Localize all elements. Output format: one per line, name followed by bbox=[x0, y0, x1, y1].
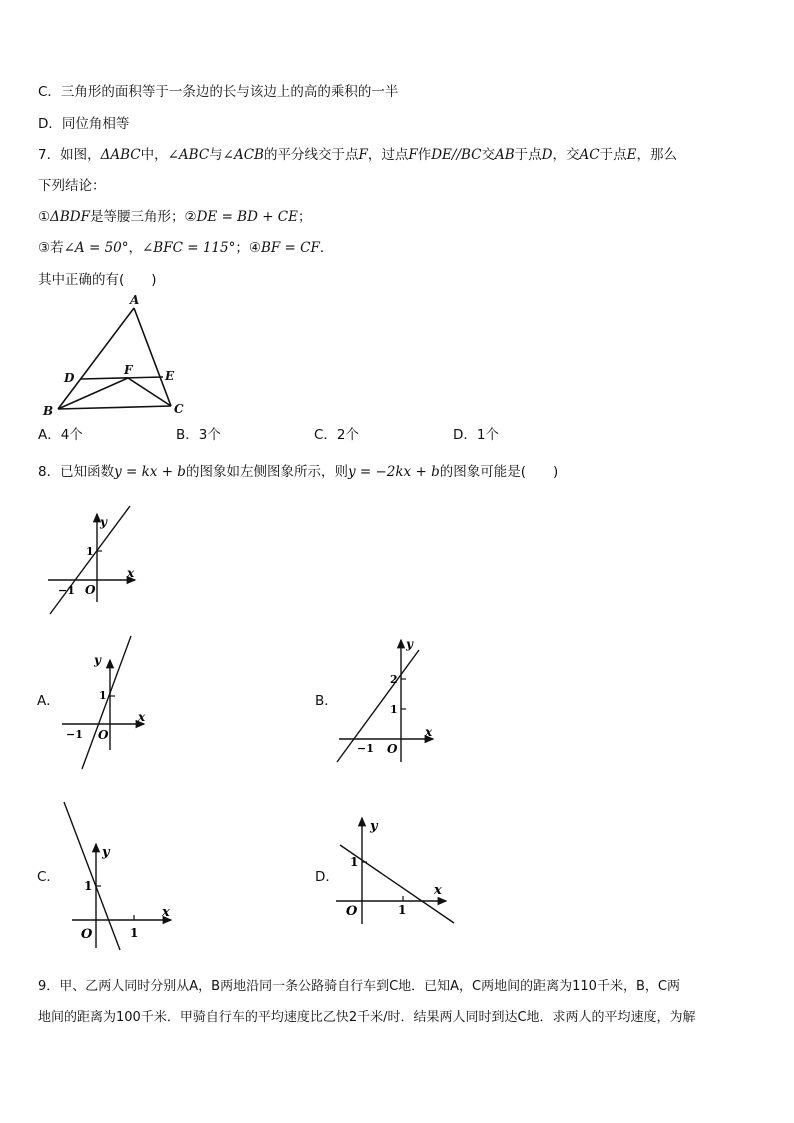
x-label: x bbox=[127, 566, 135, 580]
function-line bbox=[50, 506, 130, 614]
label-c: C bbox=[174, 402, 184, 416]
q8-option-d-graph bbox=[334, 812, 464, 930]
x-label: x bbox=[162, 905, 170, 920]
q7-option-a: A．4个 bbox=[38, 427, 83, 443]
q8-stem: 8．已知函数y = kx + b的图象如左侧图象所示，则y = −2kx + b的图象可能是( ) bbox=[38, 464, 559, 480]
q9-line2: 地间的距离为100千米．甲骑自行车的平均速度比乙快2千米/时．结果两人同时到达C地．求两人的平均速度，为解 bbox=[38, 1010, 696, 1025]
y-tick-label: 1 bbox=[350, 855, 359, 869]
label-b: B bbox=[43, 404, 54, 418]
y-tick-label: 1 bbox=[99, 689, 107, 702]
x-tick-label: 1 bbox=[398, 903, 407, 917]
segment-de bbox=[81, 377, 163, 379]
q8-option-c-graph bbox=[56, 798, 181, 958]
q7-option-c: C．2个 bbox=[314, 427, 360, 443]
origin-label: O bbox=[98, 728, 109, 742]
x-tick-label: −1 bbox=[58, 584, 75, 597]
origin-label: O bbox=[81, 927, 93, 942]
q7-option-b: B．3个 bbox=[176, 427, 221, 443]
segment-bc bbox=[58, 406, 171, 409]
y-label: y bbox=[406, 637, 413, 651]
y-tick-label: 1 bbox=[84, 879, 93, 893]
q7-conclusions-2: ③若∠A = 50°，∠BFC = 115°；④BF = CF． bbox=[38, 240, 334, 256]
y-label: y bbox=[370, 819, 378, 834]
y-tick-label-2: 2 bbox=[390, 673, 398, 686]
y-tick-label-1: 1 bbox=[390, 703, 398, 716]
q7-triangle-figure bbox=[38, 294, 198, 420]
option-c-prev: C．三角形的面积等于一条边的长与该边上的高的乘积的一半 bbox=[38, 84, 399, 100]
segment-ac bbox=[134, 308, 171, 406]
y-tick-label: 1 bbox=[86, 545, 94, 558]
label-e: E bbox=[165, 369, 175, 383]
function-line bbox=[82, 636, 131, 769]
q7-stem-line2: 下列结论： bbox=[38, 178, 106, 194]
q8-option-a-letter: A． bbox=[37, 693, 60, 709]
q8-given-graph bbox=[40, 502, 150, 617]
y-label: y bbox=[94, 653, 101, 667]
q7-ask: 其中正确的有( ) bbox=[38, 272, 157, 288]
q8-option-c-letter: C． bbox=[37, 869, 60, 885]
q8-option-b-graph bbox=[335, 632, 445, 767]
x-tick-label: −1 bbox=[66, 728, 83, 741]
label-f: F bbox=[124, 363, 133, 377]
segment-ab bbox=[58, 308, 134, 409]
x-tick-label: 1 bbox=[130, 926, 139, 940]
origin-label: O bbox=[387, 742, 398, 756]
x-tick-label: −1 bbox=[357, 742, 374, 755]
origin-label: O bbox=[346, 904, 358, 919]
origin-label: O bbox=[85, 583, 96, 597]
q9-line1: 9．甲、乙两人同时分别从A，B两地沿同一条公路骑自行车到C地．已知A，C两地间的距离为110千米，B，C两 bbox=[38, 979, 680, 994]
y-label: y bbox=[100, 515, 107, 529]
q8-option-b-letter: B． bbox=[315, 693, 338, 709]
x-label: x bbox=[434, 883, 442, 898]
option-d-prev: D．同位角相等 bbox=[38, 116, 130, 132]
function-line bbox=[337, 650, 419, 762]
q7-conclusions-1: ①ΔBDF是等腰三角形；②DE = BD + CE； bbox=[38, 209, 312, 225]
x-label: x bbox=[425, 725, 433, 739]
x-label: x bbox=[138, 710, 146, 724]
q7-stem: 7．如图，ΔABC中，∠ABC与∠ACB的平分线交于点F，过点F作DE//BC交AB于点D，交AC于点E，那么 bbox=[38, 147, 677, 163]
y-label: y bbox=[102, 845, 110, 860]
label-d: D bbox=[64, 371, 75, 385]
label-a: A bbox=[130, 294, 140, 307]
q7-option-d: D．1个 bbox=[453, 427, 499, 443]
q8-option-a-graph bbox=[56, 632, 156, 772]
q8-option-d-letter: D． bbox=[315, 869, 339, 885]
